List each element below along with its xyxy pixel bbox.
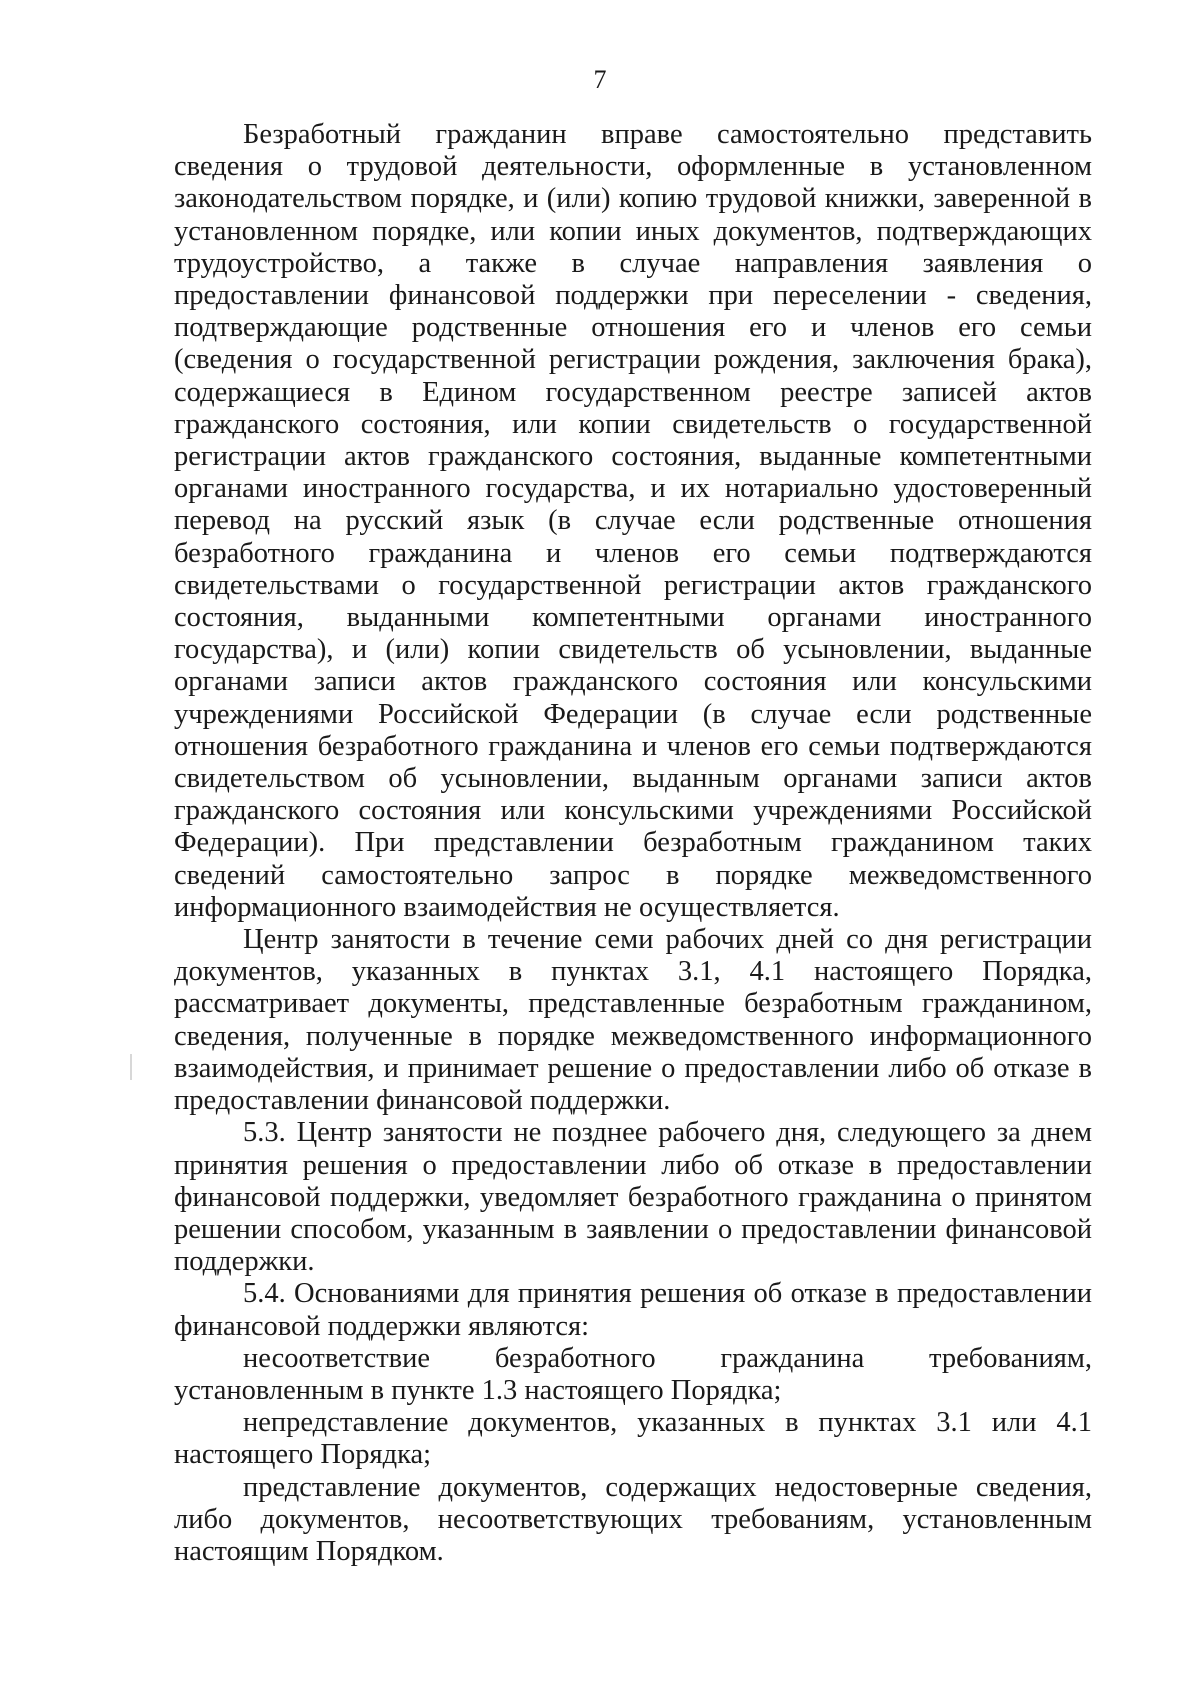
scan-margin-mark bbox=[130, 1054, 132, 1080]
refusal-ground-missing-documents: непредставление документов, указанных в пунктах 3.1 или 4.1 настоящего Порядка; bbox=[174, 1407, 1092, 1471]
paragraph-5-4-grounds: 5.4. Основаниями для принятия решения об отказе в предоставлении финансовой поддержки являются: bbox=[174, 1278, 1092, 1342]
paragraph-unemployed-right: Безработный гражданин вправе самостоятельно представить сведения о трудовой деятельности, оформленные в установленном законодательством порядке, и (или) копию трудовой книжки, заверенной в установленном порядке, или копии иных документов, подтверждающих трудоустройство, а также в случае направления заявления о предоставлении финансовой поддержки при переселении - сведения, подтверждающие родственные отношения его и членов его семьи (сведения о государственной регистрации рождения, заключения брака), содержащиеся в Едином государственном реестре записей актов гражданского состояния, или копии свидетельств о государственной регистрации актов гражданского состояния, выданные компетентными органами иностранного государства, и их нотариально удостоверенный перевод на русский язык (в случае если родственные отношения безработного гражданина и членов его семьи подтверждаются свидетельствами о государственной регистрации актов гражданского состояния, выданными компетентными органами иностранного государства), и (или) копии свидетельств об усыновлении, выданные органами записи актов гражданского состояния или консульскими учреждениями Российской Федерации (в случае если родственные отношения безработного гражданина и членов его семьи подтверждаются свидетельством об усыновлении, выданным органами записи актов гражданского состояния или консульскими учреждениями Российской Федерации). При представлении безработным гражданином таких сведений самостоятельно запрос в порядке межведомственного информационного взаимодействия не осуществляется. bbox=[174, 119, 1092, 923]
page-number: 7 bbox=[593, 65, 607, 94]
refusal-ground-noncompliance: несоответствие безработного гражданина требованиям, установленным в пункте 1.3 настоящего Порядка; bbox=[174, 1342, 1092, 1406]
paragraph-employment-center-review: Центр занятости в течение семи рабочих дней со дня регистрации документов, указанных в пунктах 3.1, 4.1 настоящего Порядка, рассматривает документы, представленные безработным гражданином, сведения, полученные в порядке межведомственного информационного взаимодействия, и принимает решение о предоставлении либо об отказе в предоставлении финансовой поддержки. bbox=[174, 924, 1092, 1117]
refusal-ground-false-information: представление документов, содержащих недостоверные сведения, либо документов, несоответствующих требованиям, установленным настоящим Порядком. bbox=[174, 1471, 1092, 1567]
document-body bbox=[174, 119, 1092, 1568]
paragraph-5-3-notification: 5.3. Центр занятости не позднее рабочего дня, следующего за днем принятия решения о предоставлении либо об отказе в предоставлении финансовой поддержки, уведомляет безработного гражданина о принятом решении способом, указанным в заявлении о предоставлении финансовой поддержки. bbox=[174, 1117, 1092, 1278]
